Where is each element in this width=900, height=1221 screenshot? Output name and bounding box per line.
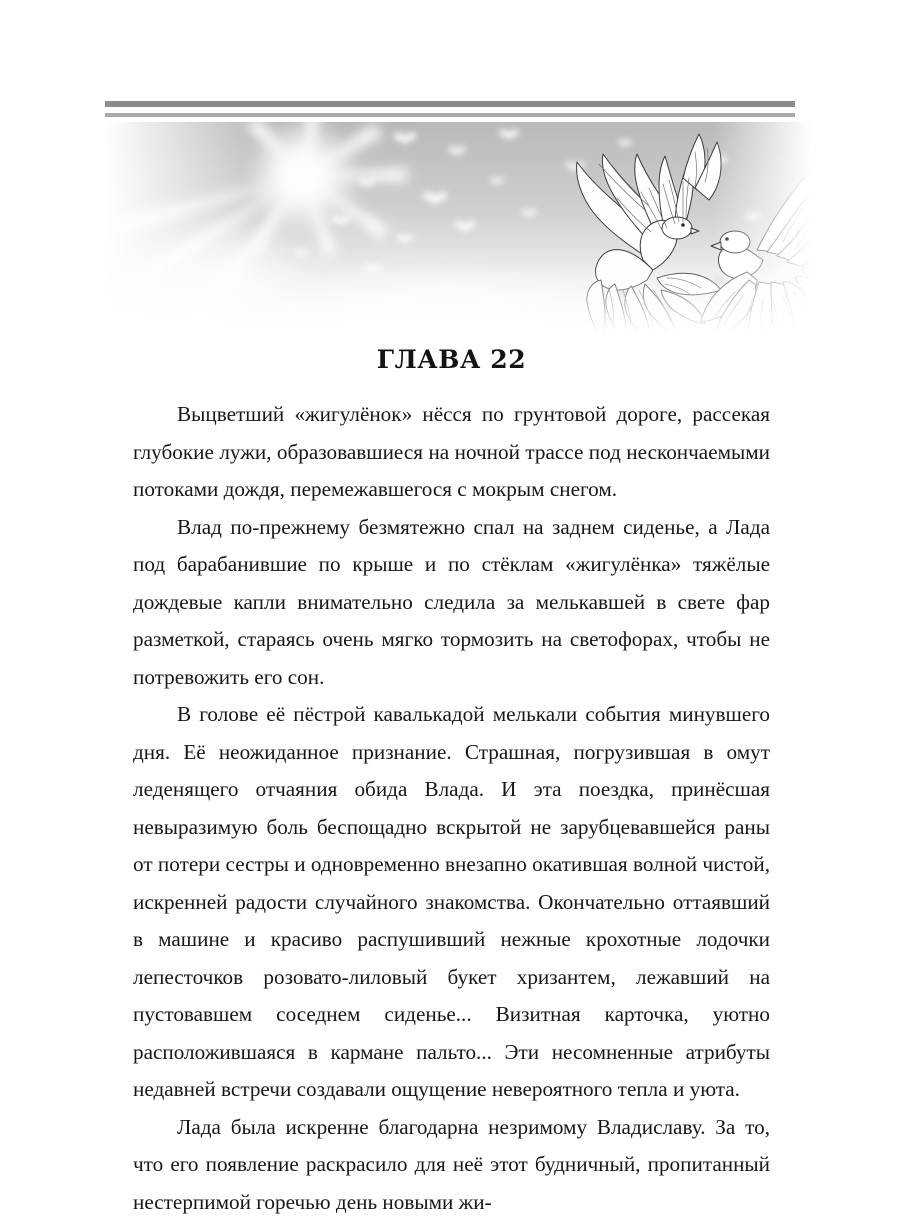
paragraph: Выцветший «жигулёнок» нёсся по грунтовой дороге, рассекая глубокие лужи, образовавшиеся на ночной трассе под нескончаемыми потоками дождя, перемежавшегося с мокрым снегом. xyxy=(133,396,770,509)
paragraph: В голове её пёстрой кавалькадой мелькали события минувшего дня. Её неожиданное признание. Страшная, погрузившая в омут леденящего отчаяния обида Влада. И эта поездка, принёсшая невыразимую боль беспощадно вскрытой не зарубцевавшейся раны от потери сестры и одновременно внезапно окатившая волной чистой, искренней радости случайного знакомства. Окончательно оттаявший в машине и красиво распушивший нежные крохотные лодочки лепесточков розовато-лиловый букет хризантем, лежавший на пустовавшем соседнем сиденье... Визитная карточка, уютно расположившаяся в кармане пальто... Эти несомненные атрибуты недавней встречи создавали ощущение невероятного тепла и уюта. xyxy=(133,696,770,1109)
chapter-title: ГЛАВА 22 xyxy=(133,345,770,374)
header-rule-thin xyxy=(105,113,795,117)
body-text xyxy=(133,396,770,1221)
header-rule-group xyxy=(105,101,795,123)
header-rule-thick xyxy=(105,101,795,107)
paragraph: Лада была искренне благодарна незримому Владиславу. За то, что его появление раскрасило для неё этот будничный, пропитанный нестерпимой горечью день новыми жи- xyxy=(133,1109,770,1221)
paragraph: Влад по-прежнему безмятежно спал на заднем сиденье, а Лада под барабанившие по крыше и по стёклам «жигулёнка» тяжёлые дождевые капли внимательно следила за мелькавшей в свете фар разметкой, стараясь очень мягко тормозить на светофорах, чтобы не потревожить его сон. xyxy=(133,509,770,697)
doves-illustration xyxy=(105,122,811,332)
